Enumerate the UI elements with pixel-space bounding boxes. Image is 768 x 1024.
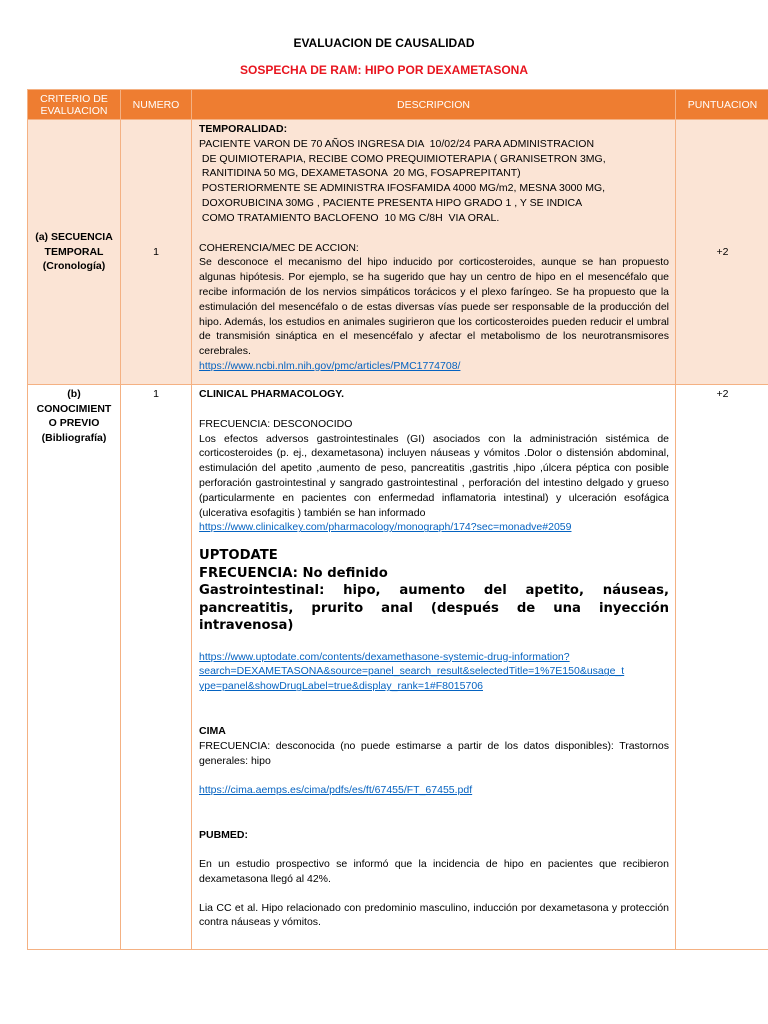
temporalidad-line: DE QUIMIOTERAPIA, RECIBE COMO PREQUIMIOTERAPIA ( GRANISETRON 3MG, bbox=[199, 152, 606, 165]
puntuacion-cell: +2 bbox=[676, 120, 768, 385]
uptodate-text: Gastrointestinal: hipo, aumento del apetito, náuseas, pancreatitis, prurito anal (después de una inyección intravenosa) bbox=[199, 583, 669, 634]
temporalidad-line: RANITIDINA 50 MG, DEXAMETASONA 20 MG, FOSAPREPITANT) bbox=[199, 167, 521, 180]
criterio-line: O PREVIO bbox=[48, 417, 100, 429]
spacer bbox=[199, 226, 669, 241]
clinical-pharmacology-heading: CLINICAL PHARMACOLOGY. bbox=[199, 388, 345, 400]
spacer bbox=[199, 694, 669, 724]
document-title: EVALUACION DE CAUSALIDAD bbox=[293, 36, 475, 50]
criterio-line: (Cronología) bbox=[42, 260, 106, 273]
causality-table bbox=[27, 89, 768, 950]
clinical-pharmacology-text: Los efectos adversos gastrointestinales (GI) asociados con la administración sistémica de corticosteroides (p. ej., dexametasona) incluyen náuseas y vómitos .Dolor o distensión abdominal, estimulación del apetito ,aumento de peso, pancreatitis ,gastritis ,hipo ,úlcera péptica con posible perforación gastrointestinal y sangrado gastrointestinal , perforación del intestino delgado y grueso (particularmente en pacientes con enfermedad inflamatoria intestinal) y ulceración esofágica (ulcerativa esofagitis ) también se han informado bbox=[199, 432, 669, 519]
temporalidad-heading: TEMPORALIDAD: bbox=[199, 123, 288, 135]
document-subtitle: SOSPECHA DE RAM: HIPO POR DEXAMETASONA bbox=[239, 63, 529, 77]
numero-cell: 1 bbox=[121, 385, 192, 950]
numero-cell: 1 bbox=[121, 120, 192, 385]
cima-heading: CIMA bbox=[199, 725, 226, 738]
spacer bbox=[199, 843, 669, 857]
pubmed-citation: Lia CC et al. Hipo relacionado con predominio masculino, inducción por dexametasona y protección contra náuseas y vómitos. bbox=[199, 901, 669, 929]
spacer bbox=[199, 768, 669, 783]
puntuacion-cell: +2 bbox=[676, 385, 768, 950]
criterio-cell bbox=[28, 385, 121, 950]
temporalidad-line: PACIENTE VARON DE 70 AÑOS INGRESA DIA 10/02/24 PARA ADMINISTRACION bbox=[199, 137, 595, 150]
cima-link[interactable]: https://cima.aemps.es/cima/pdfs/es/ft/67455/FT_67455.pdf bbox=[199, 784, 473, 797]
descripcion-cell bbox=[192, 120, 676, 385]
mecanismo-heading: COHERENCIA/MEC DE ACCION: bbox=[199, 241, 359, 254]
criterio-line: (Bibliografía) bbox=[41, 431, 107, 444]
criterio-line: CONOCIMIENT bbox=[36, 402, 112, 415]
cima-text: FRECUENCIA: desconocida (no puede estimarse a partir de los datos disponibles): Trastornos generales: hipo bbox=[199, 739, 669, 767]
table-row bbox=[28, 385, 768, 950]
uptodate-link-line[interactable]: https://www.uptodate.com/contents/dexamethasone-systemic-drug-information? bbox=[199, 650, 570, 663]
mecanismo-text: Se desconoce el mecanismo del hipo inducido por corticosteroides, aunque se han propuesto algunas hipótesis. Por ejemplo, se ha sugerido que hay un centro de hipo en el mesencéfalo que recibe información de los nervios simpáticos torácicos y el plexo faríngeo. Se ha propuesto que la estimulación del mesencéfalo o de estas diversas vías puede ser responsable de la producción del hipo. Además, los estudios en animales sugirieron que los corticosteroides pueden reducir el umbral de transmisión sináptica en el mesencéfalo y afectar el metabolismo de los neurotransmisores cerebrales. bbox=[199, 256, 669, 358]
pubmed-text: En un estudio prospectivo se informó que la incidencia de hipo en pacientes que recibieron dexametasona llegó al 42%. bbox=[199, 858, 669, 885]
temporalidad-line: DOXORUBICINA 30MG , PACIENTE PRESENTA HIPO GRADO 1 , Y SE INDICA bbox=[199, 196, 583, 209]
criterio-line: TEMPORAL bbox=[44, 245, 104, 258]
temporalidad-line: COMO TRATAMIENTO BACLOFENO 10 MG C/8H VIA ORAL. bbox=[199, 211, 500, 224]
spacer bbox=[199, 798, 669, 828]
temporalidad-line: POSTERIORMENTE SE ADMINISTRA IFOSFAMIDA 4000 MG/m2, MESNA 3000 MG, bbox=[199, 182, 606, 195]
uptodate-link-line[interactable]: search=DEXAMETASONA&source=panel_search_result&selectedTitle=1%7E150&usage_t bbox=[199, 665, 625, 678]
spacer bbox=[199, 887, 669, 901]
spacer bbox=[199, 535, 669, 547]
uptodate-frequency: FRECUENCIA: No definido bbox=[199, 565, 388, 581]
ncbi-link[interactable]: https://www.ncbi.nlm.nih.gov/pmc/articles/PMC1774708/ bbox=[199, 359, 461, 372]
clinical-pharmacology-frequency: FRECUENCIA: DESCONOCIDO bbox=[199, 417, 353, 430]
uptodate-link[interactable] bbox=[199, 650, 669, 694]
header-puntuacion: PUNTUACION bbox=[676, 90, 768, 120]
spacer bbox=[199, 402, 669, 417]
descripcion-cell bbox=[192, 385, 676, 950]
header-descripcion: DESCRIPCION bbox=[192, 90, 676, 120]
table-header-row bbox=[28, 90, 768, 120]
criterio-line: (b) bbox=[67, 388, 81, 400]
table-row bbox=[28, 120, 768, 385]
spacer bbox=[199, 635, 669, 650]
uptodate-link-line[interactable]: ype=panel&showDrugLabel=true&display_rank=1#F8015706 bbox=[199, 680, 483, 693]
uptodate-heading: UPTODATE bbox=[199, 548, 278, 564]
header-numero: NUMERO bbox=[121, 90, 192, 120]
criterio-cell bbox=[28, 120, 121, 385]
pubmed-heading: PUBMED: bbox=[199, 829, 248, 842]
header-criterio: CRITERIO DE EVALUACION bbox=[28, 90, 121, 120]
clinicalkey-link[interactable]: https://www.clinicalkey.com/pharmacology/monograph/174?sec=monadve#2059 bbox=[199, 521, 572, 534]
criterio-line: (a) SECUENCIA bbox=[35, 231, 113, 244]
